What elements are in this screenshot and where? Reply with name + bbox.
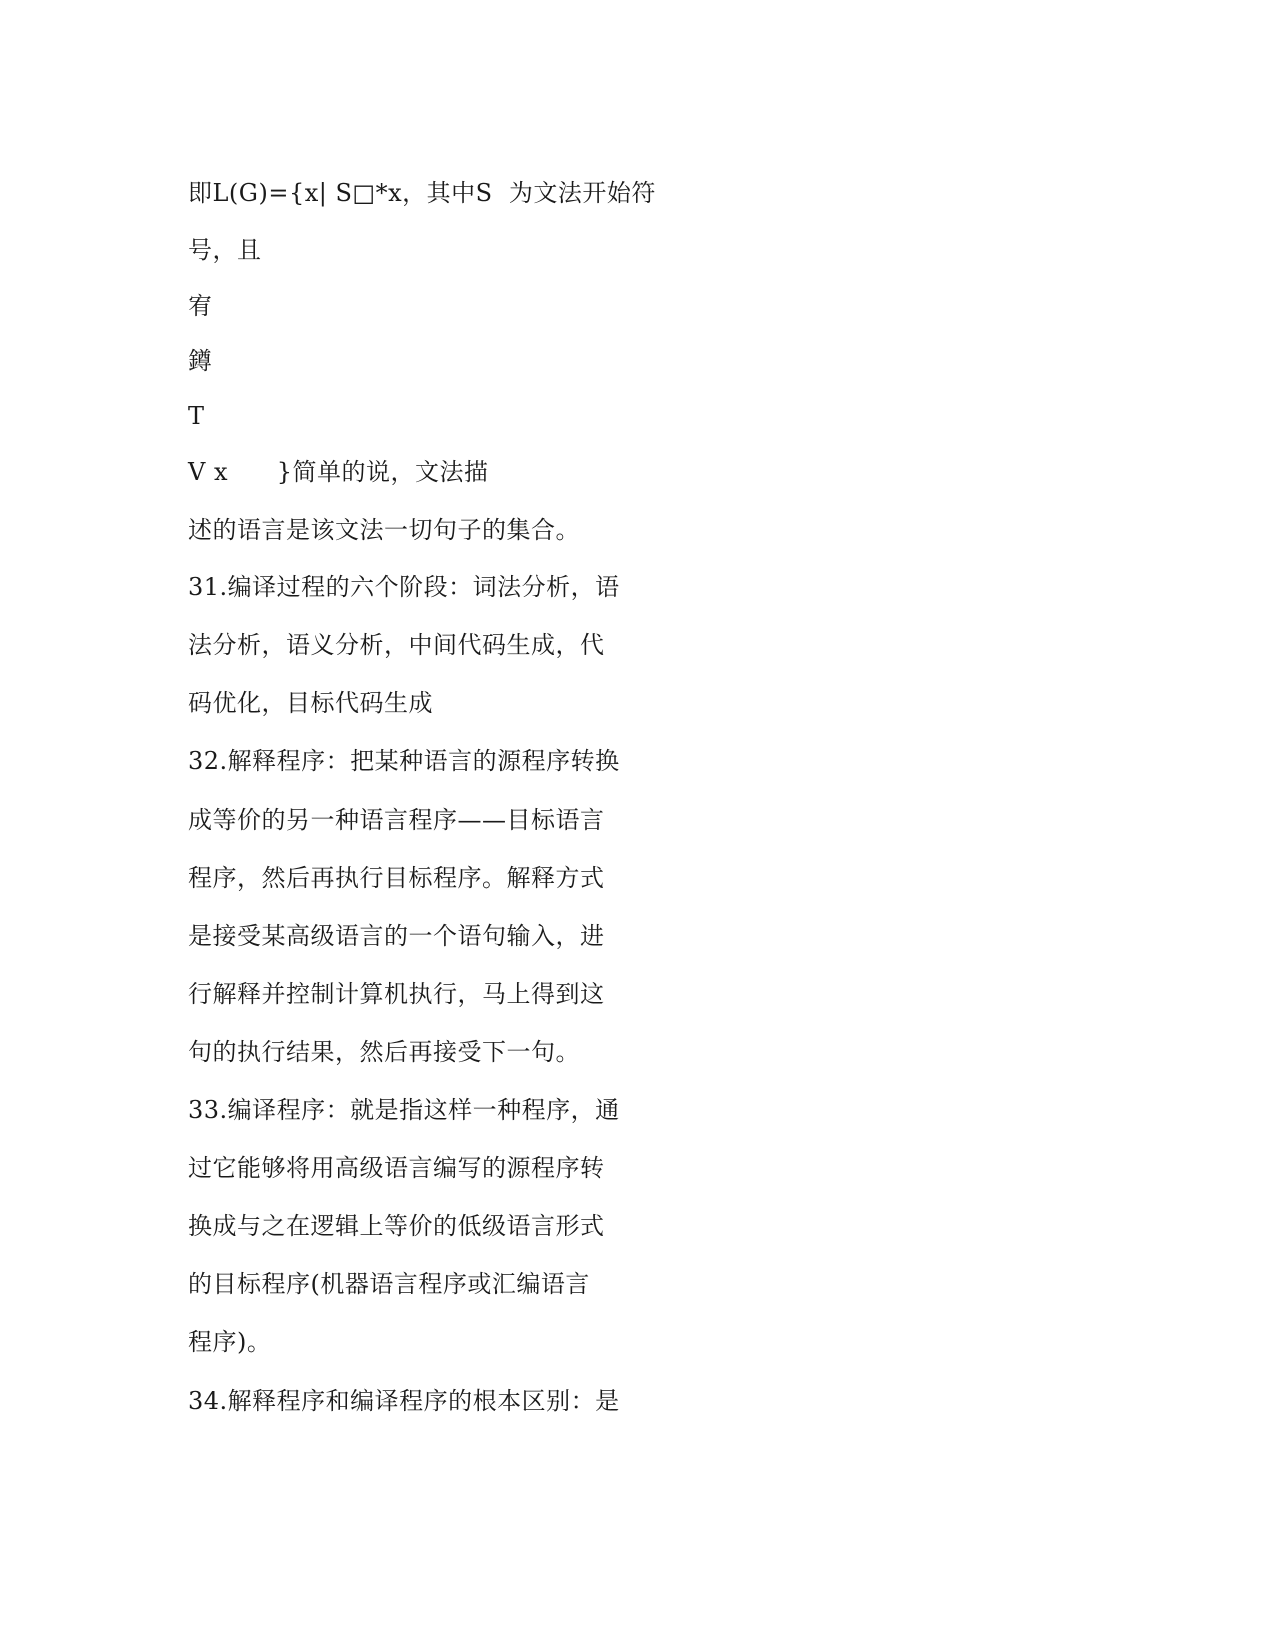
text-line: 号，且 (188, 236, 262, 264)
text-line: 法分析，语义分析，中间代码生成，代 (188, 631, 605, 659)
text-line: 码优化，目标代码生成 (188, 689, 433, 717)
text-line: 33.编译程序：就是指这样一种程序，通 (188, 1096, 620, 1124)
text-line: 鐏 (188, 347, 213, 375)
text-line: T (188, 402, 205, 430)
text-line: 程序，然后再执行目标程序。解释方式 (188, 864, 605, 892)
text-line: 的目标程序(机器语言程序或汇编语言 (188, 1270, 590, 1298)
text-line: 程序)。 (188, 1328, 272, 1356)
text-line: V x }简单的说，文法描 (188, 458, 489, 486)
text-line: 述的语言是该文法一切句子的集合。 (188, 516, 580, 544)
text-line: 31.编译过程的六个阶段：词法分析，语 (188, 573, 620, 601)
text-line: 宥 (188, 292, 213, 320)
text-line: 过它能够将用高级语言编写的源程序转 (188, 1154, 605, 1182)
text-line: 句的执行结果，然后再接受下一句。 (188, 1038, 580, 1066)
text-line: 成等价的另一种语言程序——目标语言 (188, 806, 605, 834)
text-line: 34.解释程序和编译程序的根本区别：是 (188, 1387, 620, 1415)
text-line: 是接受某高级语言的一个语句输入，进 (188, 922, 605, 950)
text-line: 32.解释程序：把某种语言的源程序转换 (188, 747, 620, 775)
text-line: 即L(G)={x| S□*x，其中S 为文法开始符 (188, 179, 656, 207)
text-line: 行解释并控制计算机执行，马上得到这 (188, 980, 605, 1008)
text-line: 换成与之在逻辑上等价的低级语言形式 (188, 1212, 605, 1240)
